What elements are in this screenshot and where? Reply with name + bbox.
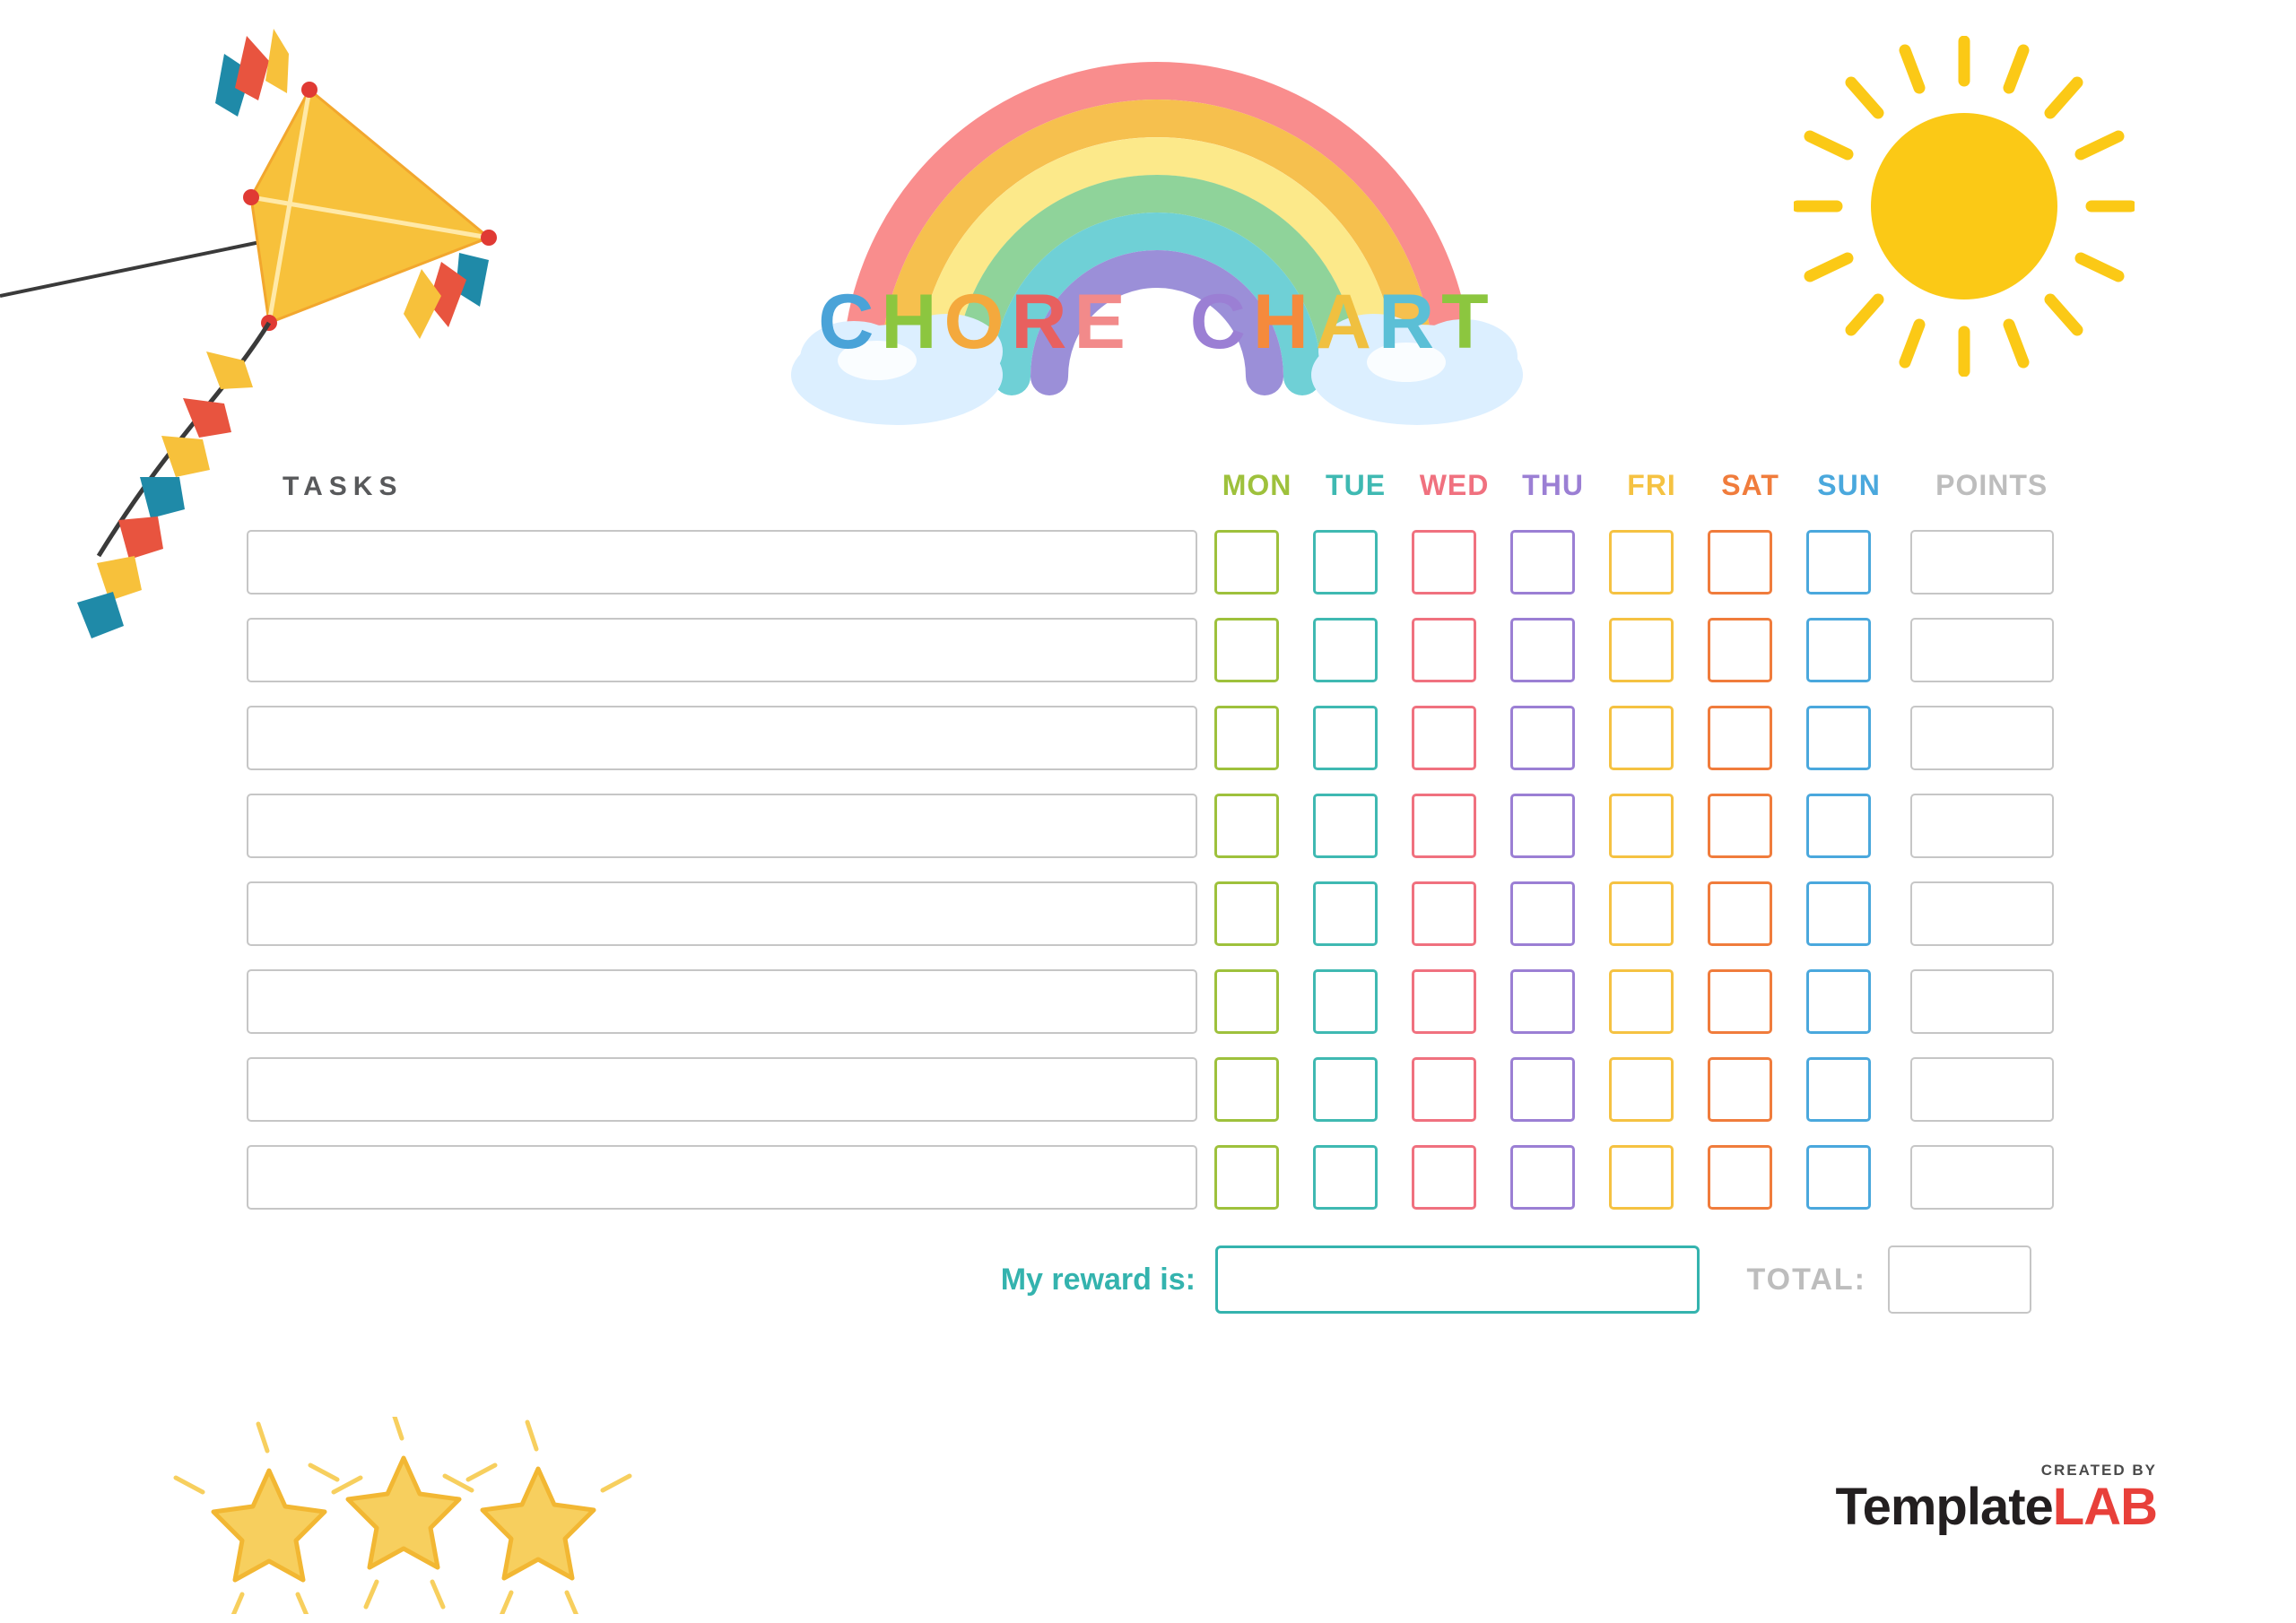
day-cell [1493, 706, 1592, 770]
day-cell [1789, 530, 1888, 595]
day-cell [1395, 794, 1493, 858]
day-cell [1197, 618, 1296, 682]
checkbox-sat-row2[interactable] [1708, 618, 1772, 682]
day-cell [1296, 1145, 1395, 1210]
day-cell [1789, 618, 1888, 682]
checkbox-thu-row7[interactable] [1510, 1057, 1575, 1122]
checkbox-tue-row4[interactable] [1313, 794, 1378, 858]
day-cell [1493, 1057, 1592, 1122]
checkbox-wed-row4[interactable] [1412, 794, 1476, 858]
day-cell [1197, 1145, 1296, 1210]
task-input-1[interactable] [247, 530, 1197, 595]
points-input-5[interactable] [1910, 881, 2054, 946]
table-row [247, 782, 2067, 870]
checkbox-fri-row3[interactable] [1609, 706, 1674, 770]
brand-l: L [2052, 1478, 2084, 1536]
title-letter-8: A [1315, 279, 1379, 365]
day-cell [1691, 706, 1789, 770]
title-letter-10: T [1441, 279, 1496, 365]
day-cell [1197, 794, 1296, 858]
checkbox-fri-row5[interactable] [1609, 881, 1674, 946]
total-input[interactable] [1888, 1245, 2031, 1314]
stars-icon [126, 1417, 682, 1614]
checkbox-mon-row6[interactable] [1214, 969, 1279, 1034]
day-cell [1296, 530, 1395, 595]
day-cell [1296, 794, 1395, 858]
day-cell [1592, 881, 1691, 946]
title-letter-6: C [1189, 279, 1253, 365]
rainbow-icon [789, 18, 1525, 466]
reward-label: My reward is: [1000, 1262, 1196, 1297]
points-input-8[interactable] [1910, 1145, 2054, 1210]
table-row [247, 958, 2067, 1046]
checkbox-tue-row6[interactable] [1313, 969, 1378, 1034]
checkbox-mon-row4[interactable] [1214, 794, 1279, 858]
task-input-8[interactable] [247, 1145, 1197, 1210]
title-letter-5 [1133, 278, 1190, 367]
checkbox-sat-row7[interactable] [1708, 1057, 1772, 1122]
checkbox-wed-row3[interactable] [1412, 706, 1476, 770]
day-cell [1789, 969, 1888, 1034]
day-cell [1592, 1145, 1691, 1210]
day-cell [1493, 794, 1592, 858]
table-header-row [247, 439, 2067, 502]
task-input-2[interactable] [247, 618, 1197, 682]
task-input-3[interactable] [247, 706, 1197, 770]
day-cell [1592, 618, 1691, 682]
points-input-4[interactable] [1910, 794, 2054, 858]
checkbox-thu-row4[interactable] [1510, 794, 1575, 858]
checkbox-sun-row1[interactable] [1806, 530, 1871, 595]
day-cell [1197, 881, 1296, 946]
points-cell [1906, 1145, 2058, 1210]
checkbox-tue-row7[interactable] [1313, 1057, 1378, 1122]
title-letter-7: H [1252, 279, 1316, 365]
checkbox-sun-row6[interactable] [1806, 969, 1871, 1034]
day-cell [1691, 794, 1789, 858]
reward-input[interactable] [1215, 1245, 1700, 1314]
checkbox-wed-row7[interactable] [1412, 1057, 1476, 1122]
day-cell [1691, 530, 1789, 595]
checkbox-wed-row1[interactable] [1412, 530, 1476, 595]
checkbox-wed-row8[interactable] [1412, 1145, 1476, 1210]
checkbox-wed-row5[interactable] [1412, 881, 1476, 946]
day-cell [1493, 1145, 1592, 1210]
day-cell [1691, 881, 1789, 946]
brand-b: B [2120, 1478, 2157, 1536]
checkbox-mon-row3[interactable] [1214, 706, 1279, 770]
checkbox-thu-row6[interactable] [1510, 969, 1575, 1034]
day-header-wed: WED [1419, 469, 1490, 501]
points-cell [1906, 618, 2058, 682]
day-header-sun: SUN [1817, 469, 1881, 501]
title-letter-1: H [881, 279, 944, 365]
total-label: TOTAL: [1746, 1262, 1866, 1297]
table-row [247, 518, 2067, 606]
checkbox-tue-row2[interactable] [1313, 618, 1378, 682]
day-cell [1592, 794, 1691, 858]
tasks-column-header: TASKS [283, 472, 404, 501]
checkbox-fri-row2[interactable] [1609, 618, 1674, 682]
day-cell [1395, 1145, 1493, 1210]
points-cell [1906, 881, 2058, 946]
checkbox-sun-row2[interactable] [1806, 618, 1871, 682]
table-row [247, 606, 2067, 694]
day-cell [1296, 706, 1395, 770]
checkbox-fri-row8[interactable] [1609, 1145, 1674, 1210]
checkbox-thu-row8[interactable] [1510, 1145, 1575, 1210]
day-cell [1592, 530, 1691, 595]
task-input-5[interactable] [247, 881, 1197, 946]
day-header-thu: THU [1522, 469, 1584, 501]
checkbox-sat-row4[interactable] [1708, 794, 1772, 858]
sun-icon [1794, 36, 2135, 377]
checkbox-fri-row1[interactable] [1609, 530, 1674, 595]
brand-name [1835, 1478, 2157, 1536]
day-cell [1296, 969, 1395, 1034]
points-input-1[interactable] [1910, 530, 2054, 595]
day-cell [1789, 706, 1888, 770]
checkbox-tue-row8[interactable] [1313, 1145, 1378, 1210]
day-header-sat: SAT [1721, 469, 1779, 501]
checkbox-sun-row3[interactable] [1806, 706, 1871, 770]
checkbox-tue-row1[interactable] [1313, 530, 1378, 595]
day-cell [1395, 969, 1493, 1034]
chore-chart-table [247, 439, 2067, 1329]
checkbox-sat-row3[interactable] [1708, 706, 1772, 770]
checkbox-thu-row1[interactable] [1510, 530, 1575, 595]
day-cell [1789, 881, 1888, 946]
checkbox-mon-row8[interactable] [1214, 1145, 1279, 1210]
checkbox-sat-row8[interactable] [1708, 1145, 1772, 1210]
title-letter-4: E [1074, 279, 1133, 365]
points-input-2[interactable] [1910, 618, 2054, 682]
task-input-4[interactable] [247, 794, 1197, 858]
checkbox-mon-row1[interactable] [1214, 530, 1279, 595]
day-cell [1592, 706, 1691, 770]
table-row [247, 694, 2067, 782]
day-cell [1493, 618, 1592, 682]
brand-template: Template [1835, 1478, 2053, 1536]
points-cell [1906, 1057, 2058, 1122]
checkbox-sun-row8[interactable] [1806, 1145, 1871, 1210]
day-cell [1197, 706, 1296, 770]
day-cell [1395, 1057, 1493, 1122]
day-cell [1691, 618, 1789, 682]
checkbox-fri-row7[interactable] [1609, 1057, 1674, 1122]
day-cell [1296, 881, 1395, 946]
points-input-6[interactable] [1910, 969, 2054, 1034]
points-cell [1906, 706, 2058, 770]
day-cell [1395, 881, 1493, 946]
checkbox-sun-row7[interactable] [1806, 1057, 1871, 1122]
day-cell [1395, 530, 1493, 595]
checkbox-thu-row2[interactable] [1510, 618, 1575, 682]
footer-row [247, 1230, 2067, 1329]
day-cell [1789, 1057, 1888, 1122]
checkbox-mon-row5[interactable] [1214, 881, 1279, 946]
points-cell [1906, 969, 2058, 1034]
checkbox-sat-row1[interactable] [1708, 530, 1772, 595]
points-cell [1906, 794, 2058, 858]
checkbox-tue-row5[interactable] [1313, 881, 1378, 946]
checkbox-sun-row4[interactable] [1806, 794, 1871, 858]
points-cell [1906, 530, 2058, 595]
day-cell [1197, 1057, 1296, 1122]
brand-a: A [2083, 1478, 2121, 1536]
checkbox-wed-row6[interactable] [1412, 969, 1476, 1034]
day-cell [1592, 969, 1691, 1034]
checkbox-fri-row4[interactable] [1609, 794, 1674, 858]
title-letter-0: C [818, 279, 882, 365]
page-title [789, 278, 1525, 367]
day-cell [1691, 1145, 1789, 1210]
day-cell [1493, 881, 1592, 946]
checkbox-sun-row5[interactable] [1806, 881, 1871, 946]
day-cell [1296, 618, 1395, 682]
checkbox-mon-row2[interactable] [1214, 618, 1279, 682]
task-input-6[interactable] [247, 969, 1197, 1034]
created-by-label: CREATED BY [2040, 1462, 2157, 1479]
day-cell [1197, 969, 1296, 1034]
day-cell [1789, 794, 1888, 858]
day-cell [1691, 969, 1789, 1034]
checkbox-wed-row2[interactable] [1412, 618, 1476, 682]
day-cell [1296, 1057, 1395, 1122]
day-cell [1493, 969, 1592, 1034]
branding [1835, 1462, 2157, 1536]
checkbox-thu-row5[interactable] [1510, 881, 1575, 946]
task-input-7[interactable] [247, 1057, 1197, 1122]
checkbox-sat-row5[interactable] [1708, 881, 1772, 946]
day-cell [1395, 706, 1493, 770]
day-header-fri: FRI [1627, 469, 1676, 501]
title-letter-9: R [1378, 279, 1442, 365]
checkbox-tue-row3[interactable] [1313, 706, 1378, 770]
points-column-header: POINTS [1935, 469, 2048, 501]
checkbox-thu-row3[interactable] [1510, 706, 1575, 770]
day-cell [1395, 618, 1493, 682]
points-input-3[interactable] [1910, 706, 2054, 770]
title-letter-3: R [1011, 279, 1074, 365]
checkbox-sat-row6[interactable] [1708, 969, 1772, 1034]
day-cell [1592, 1057, 1691, 1122]
table-row [247, 1133, 2067, 1221]
day-header-mon: MON [1222, 469, 1292, 501]
day-header-tue: TUE [1326, 469, 1387, 501]
day-cell [1197, 530, 1296, 595]
checkbox-mon-row7[interactable] [1214, 1057, 1279, 1122]
day-cell [1691, 1057, 1789, 1122]
day-cell [1493, 530, 1592, 595]
checkbox-fri-row6[interactable] [1609, 969, 1674, 1034]
table-row [247, 1046, 2067, 1133]
day-cell [1789, 1145, 1888, 1210]
title-letter-2: O [944, 279, 1012, 365]
table-row [247, 870, 2067, 958]
points-input-7[interactable] [1910, 1057, 2054, 1122]
